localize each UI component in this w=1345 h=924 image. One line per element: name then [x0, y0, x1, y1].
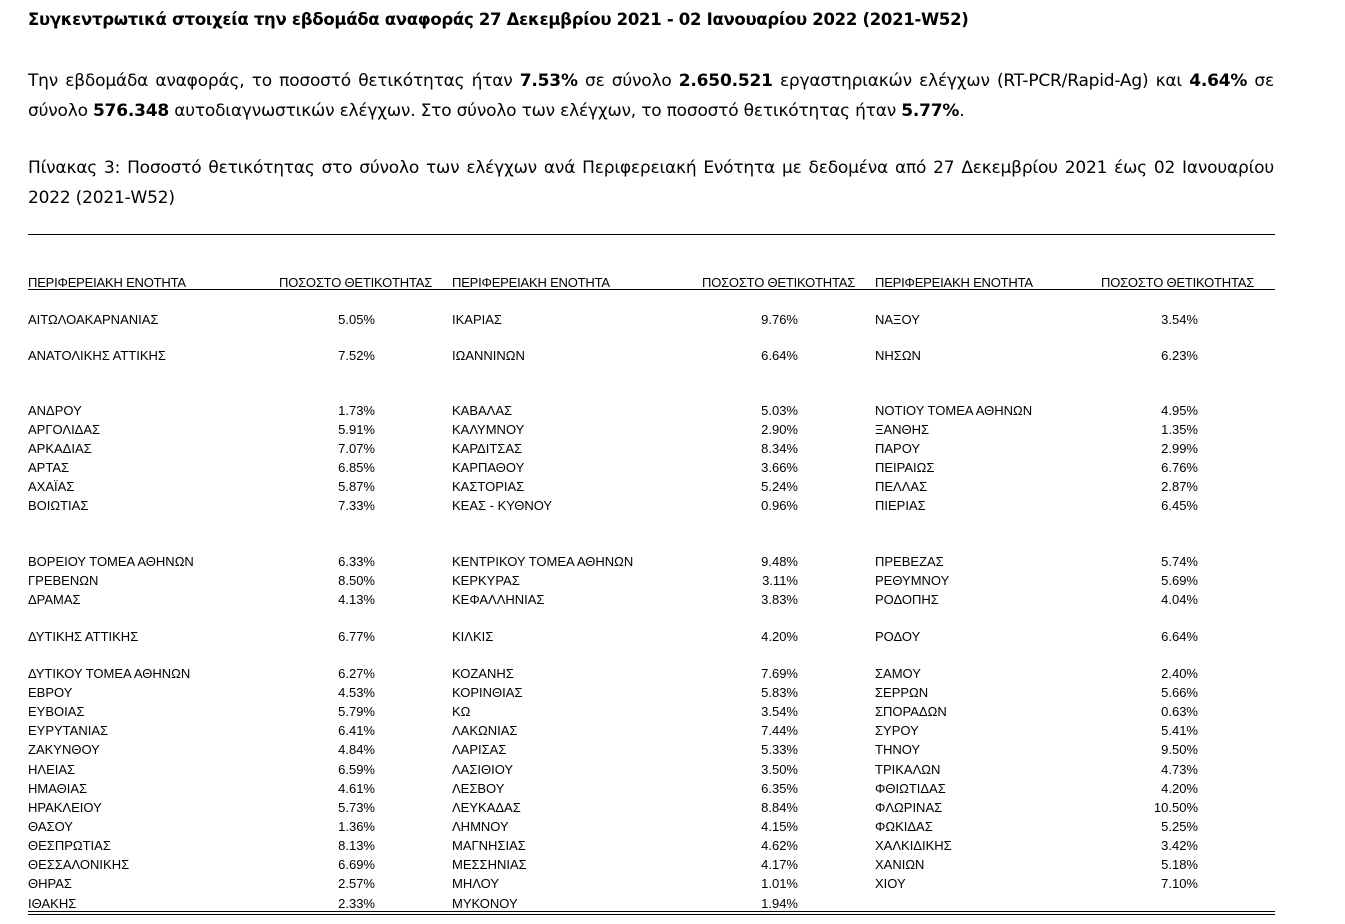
table-cell-rate: 5.41% [1161, 723, 1198, 738]
table-cell-rate: 8.84% [761, 800, 798, 815]
table-cell-region: ΡΕΘΥΜΝΟΥ [875, 573, 950, 588]
table-cell-rate: 5.03% [761, 403, 798, 418]
table-cell-region: ΚΑΒΑΛΑΣ [452, 403, 513, 418]
table-cell-region: ΑΧΑΪΑΣ [28, 479, 75, 494]
table-cell-rate: 5.25% [1161, 819, 1198, 834]
table-cell-region: ΤΗΝΟΥ [875, 742, 921, 757]
table-cell-region: ΔΥΤΙΚΗΣ ΑΤΤΙΚΗΣ [28, 629, 139, 644]
table-cell-rate: 3.66% [761, 460, 798, 475]
table-cell-region: ΘΕΣΣΑΛΟΝΙΚΗΣ [28, 857, 130, 872]
table-cell-rate: 5.18% [1161, 857, 1198, 872]
table-cell-rate: 7.07% [338, 441, 375, 456]
table-cell-rate: 5.33% [761, 742, 798, 757]
table-cell-rate: 4.61% [338, 781, 375, 796]
table-cell-region: ΛΗΜΝΟΥ [452, 819, 509, 834]
table-cell-region: ΚΕΝΤΡΙΚΟΥ ΤΟΜΕΑ ΑΘΗΝΩΝ [452, 554, 634, 569]
table-cell-rate: 4.62% [761, 838, 798, 853]
table-cell-region: ΕΒΡΟΥ [28, 685, 73, 700]
table-cell-region: ΝΗΣΩΝ [875, 348, 921, 363]
table-cell-rate: 0.63% [1161, 704, 1198, 719]
table-cell-region: ΣΠΟΡΑΔΩΝ [875, 704, 947, 719]
column-header-rate: ΠΟΣΟΣΤΟ ΘΕΤΙΚΟΤΗΤΑΣ [279, 275, 433, 290]
table-cell-rate: 2.99% [1161, 441, 1198, 456]
table-cell-rate: 2.33% [338, 896, 375, 911]
table-cell-rate: 5.87% [338, 479, 375, 494]
table-cell-rate: 5.69% [1161, 573, 1198, 588]
table-cell-region: ΛΑΣΙΘΙΟΥ [452, 762, 514, 777]
table-cell-region: ΤΡΙΚΑΛΩΝ [875, 762, 941, 777]
table-cell-rate: 6.41% [338, 723, 375, 738]
table-cell-rate: 4.84% [338, 742, 375, 757]
table-cell-rate: 3.83% [761, 592, 798, 607]
table-cell-rate: 2.40% [1161, 666, 1198, 681]
table-cell-region: ΔΥΤΙΚΟΥ ΤΟΜΕΑ ΑΘΗΝΩΝ [28, 666, 191, 681]
table-cell-region: ΝΑΞΟΥ [875, 312, 920, 327]
table-cell-rate: 2.90% [761, 422, 798, 437]
table-cell-region: ΑΝΑΤΟΛΙΚΗΣ ΑΤΤΙΚΗΣ [28, 348, 166, 363]
table-cell-region: ΣΑΜΟΥ [875, 666, 921, 681]
table-cell-region: ΚΟΖΑΝΗΣ [452, 666, 514, 681]
table-cell-region: ΜΗΛΟΥ [452, 876, 499, 891]
table-cell-region: ΚΕΦΑΛΛΗΝΙΑΣ [452, 592, 545, 607]
column-header-rate: ΠΟΣΟΣΤΟ ΘΕΤΙΚΟΤΗΤΑΣ [1101, 275, 1255, 290]
table-cell-region: ΦΩΚΙΔΑΣ [875, 819, 933, 834]
table-cell-region: ΘΑΣΟΥ [28, 819, 73, 834]
table-cell-rate: 1.94% [761, 896, 798, 911]
table-cell-region: ΔΡΑΜΑΣ [28, 592, 81, 607]
page-heading: Συγκεντρωτικά στοιχεία την εβδομάδα αναφοράς 27 Δεκεμβρίου 2021 - 02 Ιανουαρίου 2022 (2021-W52) [28, 10, 969, 29]
table-cell-rate: 4.04% [1161, 592, 1198, 607]
table-cell-rate: 1.36% [338, 819, 375, 834]
table-cell-rate: 4.95% [1161, 403, 1198, 418]
table-cell-rate: 4.73% [1161, 762, 1198, 777]
table-cell-rate: 3.54% [1161, 312, 1198, 327]
table-cell-rate: 7.44% [761, 723, 798, 738]
table-cell-region: ΕΥΒΟΙΑΣ [28, 704, 85, 719]
table-cell-region: ΚΑΡΔΙΤΣΑΣ [452, 441, 523, 456]
table-cell-region: ΧΑΝΙΩΝ [875, 857, 925, 872]
summary-text: εργαστηριακών ελέγχων (RT-PCR/Rapid-Ag) και [772, 71, 1190, 91]
column-header-region: ΠΕΡΙΦΕΡΕΙΑΚΗ ΕΝΟΤΗΤΑ [452, 275, 610, 290]
table-cell-region: ΘΕΣΠΡΩΤΙΑΣ [28, 838, 111, 853]
table-cell-region: ΒΟΙΩΤΙΑΣ [28, 498, 89, 513]
table-cell-rate: 5.91% [338, 422, 375, 437]
table-cell-region: ΣΕΡΡΩΝ [875, 685, 929, 700]
table-cell-region: ΚΕΡΚΥΡΑΣ [452, 573, 520, 588]
table-cell-region: ΕΥΡΥΤΑΝΙΑΣ [28, 723, 109, 738]
column-header-region: ΠΕΡΙΦΕΡΕΙΑΚΗ ΕΝΟΤΗΤΑ [28, 275, 186, 290]
table-cell-region: ΚΑΛΥΜΝΟΥ [452, 422, 525, 437]
table-cell-region: ΜΥΚΟΝΟΥ [452, 896, 518, 911]
table-cell-rate: 6.33% [338, 554, 375, 569]
table-cell-rate: 4.20% [1161, 781, 1198, 796]
table-cell-region: ΜΑΓΝΗΣΙΑΣ [452, 838, 526, 853]
table-cell-rate: 3.11% [762, 573, 798, 588]
table-cell-region: ΠΕΙΡΑΙΩΣ [875, 460, 935, 475]
table-cell-rate: 5.79% [338, 704, 375, 719]
summary-value: 576.348 [92, 101, 170, 121]
table-cell-rate: 9.50% [1161, 742, 1198, 757]
summary-value: 2.650.521 [678, 71, 773, 91]
table-cell-rate: 5.73% [338, 800, 375, 815]
column-header-rate: ΠΟΣΟΣΤΟ ΘΕΤΙΚΟΤΗΤΑΣ [702, 275, 856, 290]
table-cell-rate: 6.77% [338, 629, 375, 644]
table-cell-rate: 8.50% [338, 573, 375, 588]
summary-paragraph [28, 66, 1274, 126]
table-cell-rate: 8.34% [761, 441, 798, 456]
table-cell-region: ΖΑΚΥΝΘΟΥ [28, 742, 100, 757]
table-cell-region: ΚΙΛΚΙΣ [452, 629, 494, 644]
table-cell-region: ΑΝΔΡΟΥ [28, 403, 82, 418]
table-cell-region: ΒΟΡΕΙΟΥ ΤΟΜΕΑ ΑΘΗΝΩΝ [28, 554, 194, 569]
summary-text: . [959, 101, 965, 121]
table-cell-rate: 4.13% [338, 592, 375, 607]
table-cell-region: ΚΟΡΙΝΘΙΑΣ [452, 685, 523, 700]
table-top-rule [28, 234, 1275, 235]
table-cell-rate: 5.74% [1161, 554, 1198, 569]
table-cell-rate: 6.23% [1161, 348, 1198, 363]
table-cell-region: ΙΘΑΚΗΣ [28, 896, 77, 911]
table-cell-region: ΗΜΑΘΙΑΣ [28, 781, 88, 796]
table-cell-rate: 10.50% [1153, 800, 1198, 815]
table-cell-rate: 4.15% [761, 819, 798, 834]
table-cell-region: ΦΛΩΡΙΝΑΣ [875, 800, 943, 815]
table-cell-region: ΡΟΔΟΠΗΣ [875, 592, 939, 607]
table-bottom-rule [28, 914, 1275, 915]
table-cell-region: ΑΙΤΩΛΟΑΚΑΡΝΑΝΙΑΣ [28, 312, 159, 327]
table-cell-region: ΛΕΣΒΟΥ [452, 781, 505, 796]
table-cell-rate: 6.59% [338, 762, 375, 777]
table-cell-rate: 4.17% [761, 857, 798, 872]
table-cell-rate: 1.73% [338, 403, 375, 418]
summary-text: σε σύνολο [28, 71, 1274, 121]
table-cell-rate: 6.64% [761, 348, 798, 363]
table-cell-region: ΑΡΚΑΔΙΑΣ [28, 441, 92, 456]
table-cell-rate: 6.45% [1161, 498, 1198, 513]
table-cell-rate: 7.52% [338, 348, 375, 363]
table-cell-region: ΙΚΑΡΙΑΣ [452, 312, 502, 327]
table-cell-region: ΛΑΡΙΣΑΣ [452, 742, 507, 757]
table-cell-region: ΝΟΤΙΟΥ ΤΟΜΕΑ ΑΘΗΝΩΝ [875, 403, 1033, 418]
table-cell-region: ΚΑΡΠΑΘΟΥ [452, 460, 525, 475]
table-cell-region: ΑΡΤΑΣ [28, 460, 70, 475]
table-cell-region: ΠΙΕΡΙΑΣ [875, 498, 926, 513]
table-cell-region: ΡΟΔΟΥ [875, 629, 921, 644]
table-cell-region: ΚΑΣΤΟΡΙΑΣ [452, 479, 525, 494]
table-cell-region: ΚΩ [452, 704, 471, 719]
summary-value: 7.53% [519, 71, 578, 91]
summary-text: σε σύνολο [577, 71, 679, 91]
table-cell-rate: 5.66% [1161, 685, 1198, 700]
summary-value: 4.64% [1189, 71, 1248, 91]
table-cell-region: ΛΑΚΩΝΙΑΣ [452, 723, 518, 738]
table-cell-rate: 6.35% [761, 781, 798, 796]
table-cell-rate: 2.57% [338, 876, 375, 891]
summary-text: αυτοδιαγνωστικών ελέγχων. Στο σύνολο των ελέγχων, το ποσοστό θετικότητας ήταν [169, 101, 902, 121]
table-cell-region: ΑΡΓΟΛΙΔΑΣ [28, 422, 101, 437]
table-cell-rate: 0.96% [761, 498, 798, 513]
table-cell-rate: 3.42% [1161, 838, 1198, 853]
column-header-region: ΠΕΡΙΦΕΡΕΙΑΚΗ ΕΝΟΤΗΤΑ [875, 275, 1033, 290]
table-cell-rate: 5.05% [338, 312, 375, 327]
table-cell-rate: 3.54% [761, 704, 798, 719]
table-cell-rate: 5.83% [761, 685, 798, 700]
table-caption: Πίνακας 3: Ποσοστό θετικότητας στο σύνολο των ελέγχων ανά Περιφερειακή Ενότητα με δεδομένα από 27 Δεκεμβρίου 2021 έως 02 Ιανουαρίου 2022 (2021-W52) [28, 158, 1274, 208]
table-cell-rate: 7.10% [1161, 876, 1198, 891]
table-cell-region: ΣΥΡΟΥ [875, 723, 919, 738]
table-cell-rate: 4.20% [761, 629, 798, 644]
table-cell-rate: 2.87% [1161, 479, 1198, 494]
table-bottom-rule [28, 911, 1275, 912]
table-cell-region: ΧΑΛΚΙΔΙΚΗΣ [875, 838, 952, 853]
table-cell-region: ΠΑΡΟΥ [875, 441, 921, 456]
table-cell-rate: 6.85% [338, 460, 375, 475]
table-cell-rate: 5.24% [761, 479, 798, 494]
summary-text: Την εβδομάδα αναφοράς, το ποσοστό θετικότητας ήταν [28, 71, 520, 91]
table-cell-region: ΗΛΕΙΑΣ [28, 762, 76, 777]
table-cell-region: ΞΑΝΘΗΣ [875, 422, 930, 437]
table-cell-region: ΙΩΑΝΝΙΝΩΝ [452, 348, 525, 363]
table-cell-rate: 6.27% [338, 666, 375, 681]
table-cell-region: ΚΕΑΣ - ΚΥΘΝΟΥ [452, 498, 553, 513]
table-cell-rate: 6.76% [1161, 460, 1198, 475]
table-cell-region: ΜΕΣΣΗΝΙΑΣ [452, 857, 527, 872]
table-cell-rate: 3.50% [761, 762, 798, 777]
table-cell-rate: 6.64% [1161, 629, 1198, 644]
table-cell-region: ΧΙΟΥ [875, 876, 906, 891]
table-cell-rate: 9.48% [761, 554, 798, 569]
table-cell-region: ΓΡΕΒΕΝΩΝ [28, 573, 99, 588]
table-cell-rate: 7.33% [338, 498, 375, 513]
table-cell-region: ΗΡΑΚΛΕΙΟΥ [28, 800, 102, 815]
table-cell-rate: 9.76% [761, 312, 798, 327]
table-cell-rate: 8.13% [338, 838, 375, 853]
table-cell-rate: 7.69% [761, 666, 798, 681]
table-cell-region: ΠΕΛΛΑΣ [875, 479, 928, 494]
table-cell-rate: 1.01% [761, 876, 798, 891]
table-cell-rate: 1.35% [1161, 422, 1198, 437]
table-cell-region: ΛΕΥΚΑΔΑΣ [452, 800, 521, 815]
table-cell-rate: 6.69% [338, 857, 375, 872]
table-cell-region: ΠΡΕΒΕΖΑΣ [875, 554, 944, 569]
table-cell-region: ΦΘΙΩΤΙΔΑΣ [875, 781, 946, 796]
table-header-rule [28, 289, 1275, 290]
table-cell-rate: 4.53% [338, 685, 375, 700]
summary-value: 5.77% [901, 101, 960, 121]
table-cell-region: ΘΗΡΑΣ [28, 876, 72, 891]
